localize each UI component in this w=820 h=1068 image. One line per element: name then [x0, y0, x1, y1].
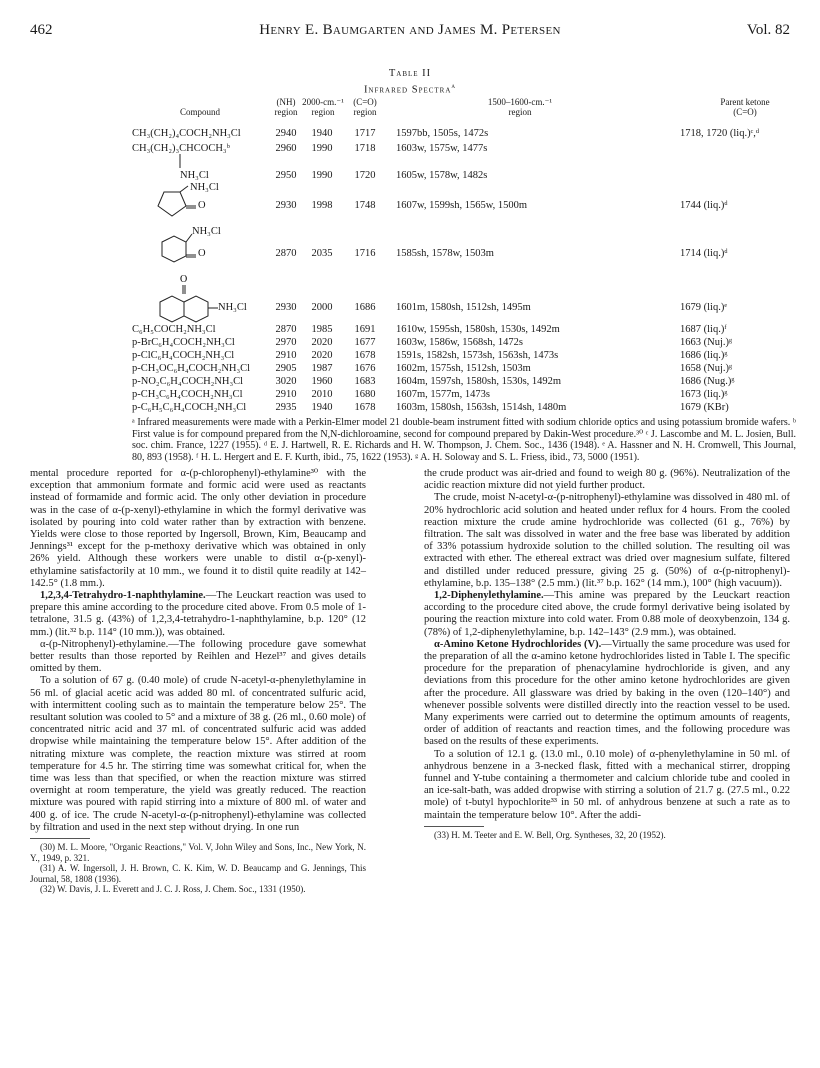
- paragraph: α-(p-Nitrophenyl)-ethylamine.—The following procedure gave somewhat better results than those reported by Reihlen and Hezel³⁷ and gives details omitted by them.: [30, 638, 366, 675]
- structure-label: NH₃Cl: [190, 182, 219, 193]
- svg-text:O: O: [180, 274, 188, 285]
- right-column: [424, 468, 790, 840]
- paragraph: 1,2,3,4-Tetrahydro-1-naphthylamine.—The Leuckart reaction was used to prepare this amine according to the procedure cited above. From 0.5 mole of 1-tetralone, 31.5 g. (43%) of 1,2,3,4-tetrahydro-1-naphthylamine, b.p. 120° (12 mm.) (lit.³² b.p. 114° (10 mm.)), was obtained.: [30, 590, 366, 638]
- col-header-parent: Parent ketone (C=O): [720, 97, 770, 117]
- table-row: O 2870 2035 1716 1585sh, 1578w, 1503m 1714 (liq.)ᵈ: [198, 248, 728, 259]
- table-row: O 2930 1998 1748 1607w, 1599sh, 1565w, 1500m 1744 (liq.)ᵈ: [198, 200, 728, 211]
- table-row: p-CH₃OC₆H₄COCH₂NH₃Cl 2905 1987 1676 1602m, 1575sh, 1512sh, 1503m 1658 (Nuj.)ᵍ: [132, 363, 733, 374]
- table-row: NH₃Cl 2950 1990 1720 1605w, 1578w, 1482s: [180, 170, 488, 181]
- table-row: p-ClC₆H₄COCH₂NH₃Cl 2910 2020 1678 1591s, 1582sh, 1573sh, 1563sh, 1473s 1686 (liq.)ᵍ: [132, 350, 728, 361]
- volume-label: Vol. 82: [746, 22, 790, 38]
- table-row: NH₃Cl 2930 2000 1686 1601m, 1580sh, 1512sh, 1495m 1679 (liq.)ᵉ: [218, 302, 728, 313]
- col-header-co: (C=O) region: [353, 97, 377, 117]
- structure-label: NH₃Cl: [192, 226, 221, 237]
- table-row: p-CH₃C₆H₄COCH₂NH₃Cl 2910 2010 1680 1607m, 1577m, 1473s 1673 (liq.)ᵍ: [132, 389, 728, 400]
- table-caption: Table II: [388, 68, 432, 79]
- branch-bond-line: [132, 152, 232, 170]
- left-column: [30, 468, 366, 895]
- col-header-nh: (NH) region: [274, 97, 298, 117]
- running-header: [30, 22, 790, 42]
- col-header-compound: Compound: [179, 107, 220, 117]
- paragraph: 1,2-Diphenylethylamine.—This amine was prepared by the Leuckart reaction according to the procedure cited above, the crude formyl derivative being isolated by pouring the reaction mixture into cold water. From 0.88 mole of deoxybenzoin, 134 g. (78%) of 1,2-diphenylethylamine, b.p. 142–143° (2.9 mm.), was obtained.: [424, 590, 790, 638]
- paragraph: the crude product was air-dried and found to weigh 80 g. (96%). Neutralization of the acidic reaction mixture did not yield further product.: [424, 468, 790, 492]
- paragraph: To a solution of 67 g. (0.40 mole) of crude N-acetyl-α-phenylethylamine in 56 ml. of glacial acetic acid was added 80 ml. of concentrated sulfuric acid, with intermittent cooling such as to maintain the temperature below 25°. The resultant solution was cooled to 5° and a mixture of 38 g. (26 ml., 0.60 mole) of concentrated nitric acid and 37 ml. of concentrated sulfuric acid was added dropwise while maintaining the temperature below 15°. After addition of the nitrating mixture was complete, the reaction mixture was stirred at room temperature for 4.5 hr. The stirring time was somewhat critical for, when the time was less than that specified, or when the reaction mixture was stirred overnight at room temperature, the yield was greatly reduced. The reaction mixture was poured with rapid stirring into a mixture of 800 ml. of water and 400 g. of ice. The crude N-acetyl-α-(p-nitrophenyl)-ethylamine was collected by filtration and used in the next step without drying. In one run: [30, 675, 366, 833]
- paragraph: The crude, moist N-acetyl-α-(p-nitrophenyl)-ethylamine was dissolved in 480 ml. of 20% hydrochloric acid solution and heated under reflux for 4 hours. From the cooled reaction mixture the crude amine hydrochloride was collected (61 g., 76%) by filtration. The salt was dissolved in water and the free base was liberated by addition of 33% potassium hydroxide solution to the chilled solution. The resulting oil was extracted with ether. The ethereal extract was dried over magnesium sulfate, filtered and distilled under reduced pressure, giving 25 g. (50%) of α-(p-nitrophenyl)-ethylamine, b.p. 135–138° (2.5 mm.) (lit.³⁷ b.p. 162° (14 mm.), 100° (high vacuum)).: [424, 492, 790, 589]
- paragraph: To a solution of 12.1 g. (13.0 ml., 0.10 mole) of α-phenylethylamine in 50 ml. of anhydrous benzene in a 3-necked flask, fitted with a mechanical stirrer, dropping funnel and Y-tube containing a thermometer and calcium chloride tube and cooled in an ice-salt-bath, was added dropwise with stirring a solution of 21.7 g. (27.5 ml., 0.22 mole) of t-butyl hypochlorite³³ in 50 ml. of anhydrous benzene at such a rate as to maintain the temperature below 10°. After the addi-: [424, 748, 790, 821]
- table-row: p-BrC₆H₄COCH₂NH₃Cl 2970 2020 1677 1603w, 1586w, 1568sh, 1472s 1663 (Nuj.)ᵍ: [132, 337, 733, 348]
- paragraph: mental procedure reported for α-(p-chlorophenyl)-ethylamine³⁰ with the exception that ammonium formate and formic acid were used as reactants instead of formamide and formic acid. The only other deviation in procedure was in the case of α-(p-xenyl)-ethylamine in which the formyl derivative was isolated by pouring into cold water rather than by extraction with benzene. Yields were close to those reported by Ingersoll, Brown, Kim, Beaucamp and Jennings³¹ except for the p-methoxy derivative which was obtained in only 26% yield. Although these workers were unable to distil α-(p-xenyl)-ethylamine satisfactorily at 10 mm., we found it to distil quite readily at 142–142.5° (1.8 mm.).: [30, 468, 366, 589]
- table-title: Infrared Spectra$^a$: [363, 82, 457, 96]
- running-title: Henry E. Baumgarten and James M. Petersen: [259, 22, 561, 38]
- col-header-1500: 1500–1600-cm.⁻¹ region: [487, 97, 553, 117]
- table-footnotes: ᵃ Infrared measurements were made with a Perkin-Elmer model 21 double-beam instrument fitted with sodium chloride optics and using potassium bromide wafers. ᵇ First value is for compound prepared from the N,N-dichloroamine, second for compound prepared by Dakin-West procedure.³⁰ ᶜ J. Lascombe and M. L. Josien, Bull. soc. chim. France, 1227 (1955). ᵈ E. J. Hartwell, R. E. Richards and H. W. Thompson, J. Chem. Soc., 1436 (1948). ᵉ A. Hassner and N. H. Cromwell, This Journal, 80, 893 (1958). ᶠ H. L. Hergert and E. F. Kurth, ibid., 75, 1622 (1953). ᵍ A. H. Soloway and S. L. Friess, ibid., 73, 5000 (1951).: [132, 417, 796, 463]
- page-number: 462: [30, 22, 53, 38]
- reference: (32) W. Davis, J. L. Everett and J. C. J. Ross, J. Chem. Soc., 1331 (1950).: [40, 884, 306, 895]
- table-row: p-NO₂C₆H₄COCH₂NH₃Cl 3020 1960 1683 1604m, 1597sh, 1580sh, 1530s, 1492m 1686 (Nug.)ᵍ: [132, 376, 735, 387]
- reference: (33) H. M. Teeter and E. W. Bell, Org. Syntheses, 32, 20 (1952).: [434, 829, 666, 840]
- paragraph: α-Amino Ketone Hydrochlorides (V).—Virtually the same procedure was used for the preparation of all the α-amino ketone hydrochlorides listed in Table I. The specific procedure for the preparation of phenacylamine hydrochloride is given, and any deviations from this procedure for the other amino ketone hydrochlorides are given after the procedure. All glassware was dried by baking in the oven (120–140°) and whenever possible solvents were distilled directly into the reaction vessel to be used. Many experiments were carried out to determine the optimum amounts of reagents, order of addition of reactants and reaction times, and the following procedure was based on the results of these experiments.: [424, 638, 790, 748]
- table-row: CH₃(CH₂)₄COCH₂NH₃Cl 2940 1940 1717 1597bb, 1505s, 1472s 1718, 1720 (liq.)ᶜ,ᵈ: [132, 128, 760, 139]
- table-row: p-C₆H₅C₆H₄COCH₂NH₃Cl 2935 1940 1678 1603m, 1580sh, 1563sh, 1514sh, 1480m 1679 (KBr): [132, 402, 729, 413]
- footnote-rule: [424, 826, 484, 827]
- table-row: CH₃(CH₂)₃CHCOCH₃ᵇ 2960 1990 1718 1603w, 1575w, 1477s: [132, 143, 488, 154]
- reference: (31) A. W. Ingersoll, J. H. Brown, C. K. Kim, W. D. Beaucamp and G. Jennings, This Journal, 58, 1808 (1936).: [30, 863, 366, 884]
- footnote-rule: [30, 838, 90, 839]
- reference: (30) M. L. Moore, "Organic Reactions," Vol. V, John Wiley and Sons, Inc., New York, N. Y., 1949, p. 321.: [30, 842, 366, 863]
- col-header-2000: 2000-cm.⁻¹ region: [302, 97, 344, 117]
- table-row: C₆H₅COCH₂NH₃Cl 2870 1985 1691 1610w, 1595sh, 1580sh, 1530s, 1492m 1687 (liq.)ᶠ: [132, 324, 727, 335]
